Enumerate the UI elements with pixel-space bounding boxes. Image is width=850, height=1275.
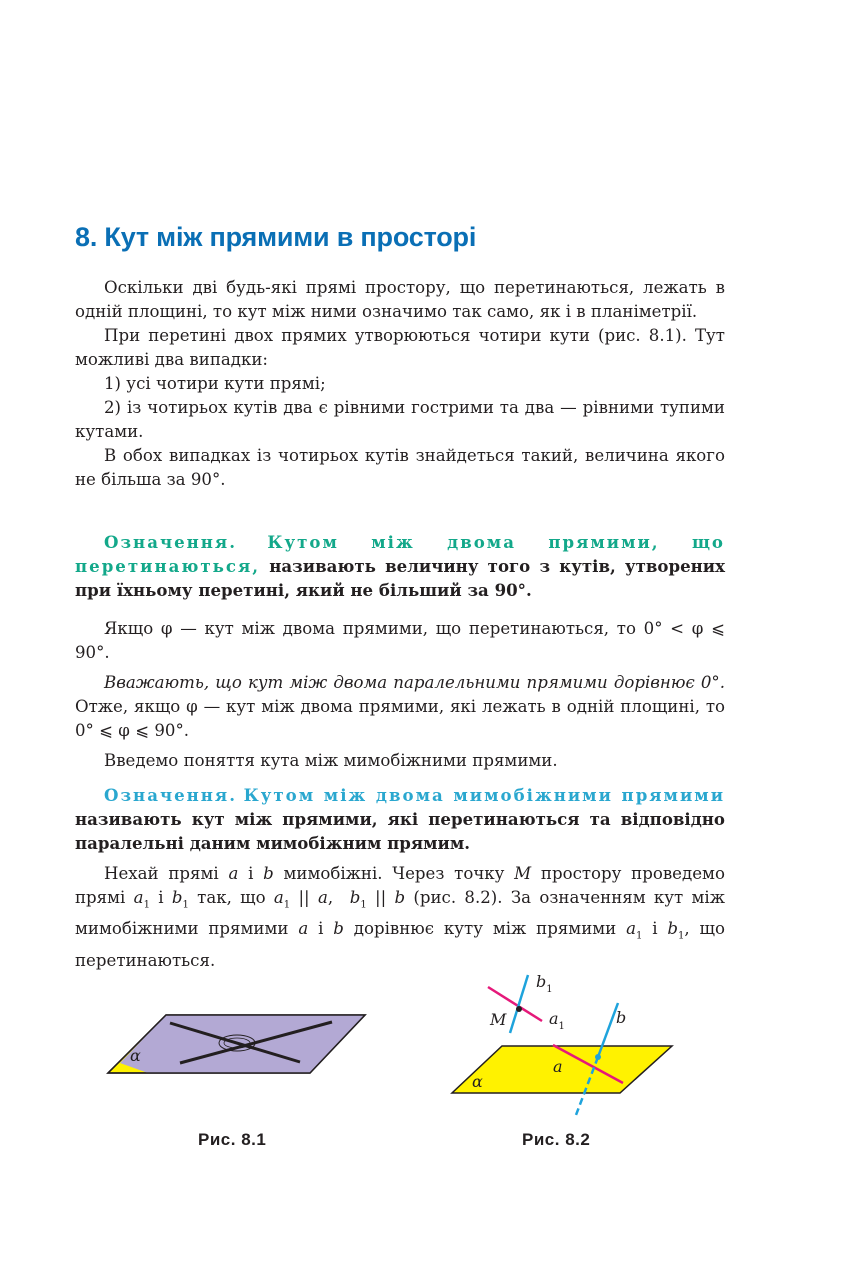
point-M [516, 1006, 522, 1012]
figure-8-2 [440, 965, 690, 1120]
skew-lines-paragraph: Нехай прямі a і b мимобіжні. Через точку M простору проведемо прямі $a_1$ і $b_1$ так, що $a_1$ || a, $b_1$ || b (рис. 8.2). За означенням кут між мимобіжними прямими a і b дорівнює куту між прямими $a_1$ і $b_1$, що перетинаються. [75, 864, 726, 970]
definition-term: Кутом між двома прямими, що перетинаються, [75, 532, 726, 576]
intro-paragraph-3: В обох випадках із чотирьох кутів знайдеться такий, величина якого не більша за 90°. [75, 446, 725, 489]
label-alpha: α [472, 1072, 483, 1091]
after-definition-1 [75, 617, 725, 773]
figure-8-1 [100, 1005, 375, 1085]
page-title: 8. Кут між прямими в просторі [75, 222, 477, 252]
case-1: 1) усі чотири кути прямі; [104, 374, 326, 393]
parallel-lines-statement: Вважають, що кут між двома паралельними прямими дорівнює 0°. [104, 673, 725, 692]
figure-8-1-caption: Рис. 8.1 [198, 1130, 267, 1149]
definition-1 [75, 530, 725, 602]
label-a1: $a_1$ [549, 1009, 565, 1032]
definition-keyword: Означення. [104, 785, 237, 805]
intro-paragraph-2: При перетині двох прямих утворюються чотири кути (рис. 8.1). Тут можливі два випадки: [75, 326, 725, 369]
definition-body: називають величину того з кутів, утворених при їхньому перетині, який не більший за 90°. [75, 556, 725, 600]
intro-paragraph-1: Оскільки дві будь-які прямі простору, що перетинаються, лежать в одній площині, то кут між ними означимо так само, як і в планіметрії. [75, 278, 725, 321]
definition-keyword: Означення. [104, 532, 237, 552]
angle-range-sentence: Якщо φ — кут між двома прямими, що перетинаються, то [104, 619, 636, 638]
coplanar-statement: Отже, якщо φ — кут між двома прямими, які лежать в одній площині, то 0° ⩽ φ ⩽ 90°. [75, 697, 725, 740]
plane-label: α [130, 1046, 141, 1065]
label-b1: $b_1$ [536, 972, 553, 995]
intro-text [75, 276, 725, 492]
definition-term: Кутом між двома мимобіжними прямими [243, 785, 725, 805]
angle-range-formula: 0° < φ ⩽ 90°. [75, 619, 725, 662]
case-2: 2) із чотирьох кутів два є рівними гострими та два — рівними тупими кутами. [75, 398, 725, 441]
label-a: a [553, 1057, 563, 1076]
definition-body: називають кут між прямими, які перетинаються та відповідно паралельні даним мимобіжним прямим. [75, 809, 725, 853]
label-M: M [490, 1010, 507, 1029]
introduce-skew-angle: Введемо поняття кута між мимобіжними прямими. [104, 751, 558, 770]
label-b: b [616, 1008, 627, 1027]
intersection-b-plane [595, 1054, 601, 1060]
definition-2 [75, 783, 725, 855]
figure-8-2-caption: Рис. 8.2 [522, 1130, 591, 1149]
